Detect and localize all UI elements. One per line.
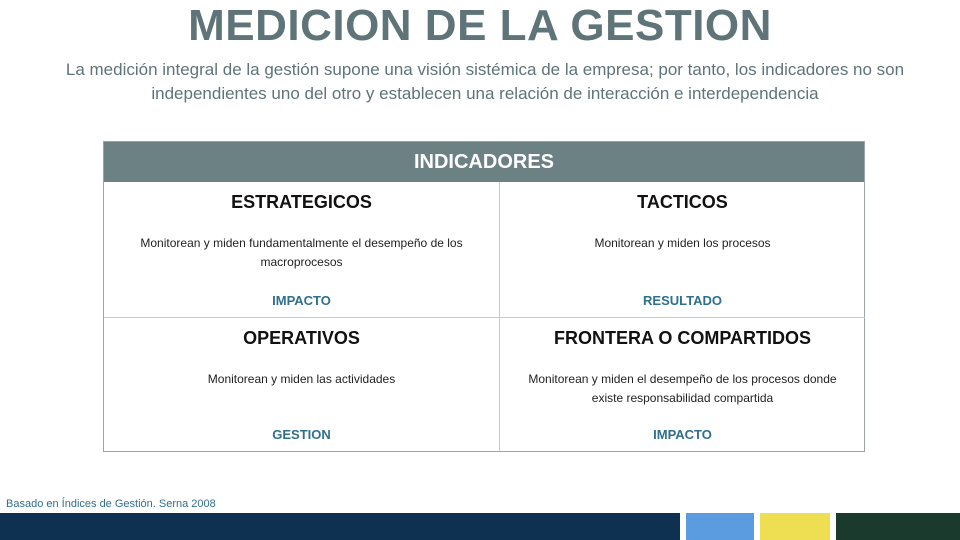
cell-tag: IMPACTO: [272, 293, 331, 308]
cell-estrategicos: [104, 182, 500, 318]
cell-description: Monitorean y miden fundamentalmente el desempeño de los macroprocesos: [140, 236, 463, 269]
footer-segment-dark-green: [836, 513, 960, 540]
source-note: Basado en Índices de Gestión. Serna 2008: [6, 498, 216, 510]
cell-description: Monitorean y miden las actividades: [207, 372, 396, 386]
cell-tag: GESTION: [272, 427, 331, 442]
page-subtitle: La medición integral de la gestión supone una visión sistémica de la empresa; por tanto, los indicadores no son independientes uno del otro y establecen una relación de interacción e interdependencia: [65, 60, 905, 103]
indicators-grid: [104, 182, 864, 451]
cell-tacticos: [500, 182, 865, 318]
cell-title: TACTICOS: [637, 192, 728, 212]
cell-operativos: [104, 318, 500, 451]
cell-title: ESTRATEGICOS: [231, 192, 372, 212]
page-title: MEDICION DE LA GESTION: [188, 1, 772, 50]
indicators-table: [103, 141, 865, 452]
footer-color-bar: [0, 513, 960, 540]
footer-segment-yellow: [760, 513, 830, 540]
footer-segment-blue: [686, 513, 754, 540]
footer-segment-navy: [0, 513, 680, 540]
cell-tag: RESULTADO: [643, 293, 722, 308]
cell-title: FRONTERA O COMPARTIDOS: [554, 328, 811, 348]
cell-description: Monitorean y miden el desempeño de los procesos donde existe responsabilidad compartida: [528, 372, 837, 405]
cell-description: Monitorean y miden los procesos: [594, 236, 771, 250]
cell-frontera-compartidos: [500, 318, 865, 451]
cell-title: OPERATIVOS: [243, 328, 360, 348]
table-header: INDICADORES: [104, 142, 864, 182]
cell-tag: IMPACTO: [653, 427, 712, 442]
